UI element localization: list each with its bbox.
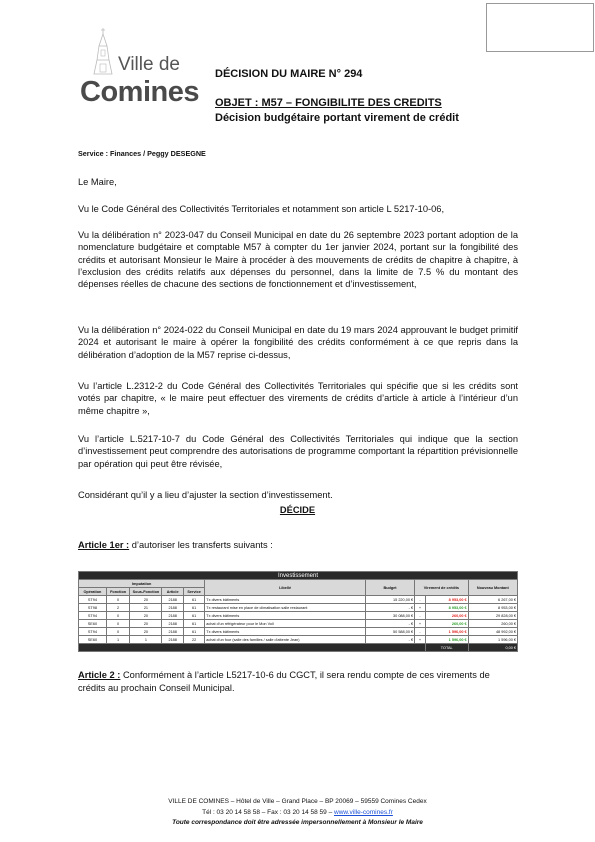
cell-libelle: Tx divers bâtiments	[205, 596, 366, 604]
header-budget: Budget	[365, 580, 414, 596]
cell-nouveau-montant: 29 828,00 €	[468, 612, 517, 620]
cell-service: 61	[183, 628, 204, 636]
table-body	[79, 596, 518, 644]
cell-libelle: achat d'un four (salle des familles / salle d'attente Jean)	[205, 636, 366, 644]
cell-service: 61	[183, 596, 204, 604]
cell-libelle: Tx divers bâtiments	[205, 628, 366, 636]
cell-sign: -	[415, 612, 426, 620]
footer-note	[0, 819, 595, 826]
cell-virement: 1 596,00 €	[425, 628, 468, 636]
cell-nouveau-montant: 1 596,00 €	[468, 636, 517, 644]
cell-operation: ST94	[79, 628, 107, 636]
cell-operation: ST94	[79, 596, 107, 604]
cell-fonction: 1	[106, 636, 130, 644]
paragraph-deliberation-2023: Vu la délibération n° 2023-047 du Conseil Municipal en date du 26 septembre 2023 portant adoption de la nomenclature budgétaire et comptable M57 à compter du 1er janvier 2024, portant sur la fongibilité des crédits et autorisant Monsieur le Maire à procéder à des mouvements de crédits de chapitre à chapitre, à l’exclusion des crédits relatifs aux dépenses du personnel, dans la limite de 7.5 % du montant des dépenses réelles de chacune des sections de fonctionnement et d’investissement,	[78, 230, 518, 290]
article-2-label: Article 2 :	[78, 670, 121, 680]
cell-article: 2188	[162, 596, 183, 604]
cell-article: 2188	[162, 628, 183, 636]
church-spire-icon	[88, 26, 118, 76]
paragraph-deliberation-2024: Vu la délibération n° 2024-022 du Conseil Municipal en date du 19 mars 2024 approuvant le budget primitif 2024 et autorisant le maire à opérer la fongibilité des crédits conformément à ce que repris dans la délibération d’adoption de la M57 reprise ci-dessus,	[78, 325, 518, 360]
header-article: Article	[162, 588, 183, 596]
cell-budget: - €	[365, 636, 414, 644]
cell-fonction: 0	[106, 620, 130, 628]
cell-service: 61	[183, 604, 204, 612]
cell-article: 2188	[162, 620, 183, 628]
cell-virement: 8 953,00 €	[425, 596, 468, 604]
decision-title: DÉCISION DU MAIRE N° 294	[215, 68, 363, 80]
city-logo	[78, 26, 208, 110]
cell-sous-fonction: 20	[130, 620, 162, 628]
total-spacer	[79, 644, 426, 652]
stamp-box	[486, 3, 594, 52]
decision-subtitle: Décision budgétaire portant virement de crédit	[215, 112, 459, 124]
cell-libelle: Tx restaurant mise en place de climatisation salle restaurant	[205, 604, 366, 612]
decide-heading: DÉCIDE	[279, 505, 316, 515]
paragraph-considerant: Considérant qu’il y a lieu d’ajuster la section d’investissement.	[78, 490, 333, 500]
cell-sous-fonction: 20	[130, 612, 162, 620]
cell-service: 22	[183, 636, 204, 644]
cell-budget: 50 588,00 €	[365, 628, 414, 636]
header-libelle: Libellé	[205, 580, 366, 596]
cell-fonction: 0	[106, 596, 130, 604]
cell-libelle: Tx divers bâtiments	[205, 612, 366, 620]
objet-label	[215, 97, 442, 109]
header-service: Service	[183, 588, 204, 596]
cell-virement: 1 596,00 €	[425, 636, 468, 644]
cell-budget: - €	[365, 620, 414, 628]
table-row	[79, 636, 518, 644]
paragraph-code: Vu le Code Général des Collectivités Territoriales et notamment son article L 5217-10-06,	[78, 204, 445, 214]
table-row	[79, 628, 518, 636]
cell-sign: -	[415, 628, 426, 636]
cell-operation: SE60	[79, 636, 107, 644]
cell-budget: 15 220,00 €	[365, 596, 414, 604]
footer-contact	[0, 809, 595, 816]
cell-operation: SE60	[79, 620, 107, 628]
paragraph-maire: Le Maire,	[78, 177, 117, 187]
logo-text-comines: Comines	[80, 76, 199, 108]
table-row	[79, 620, 518, 628]
cell-fonction: 0	[106, 612, 130, 620]
table-row	[79, 612, 518, 620]
header-nouveau-montant: Nouveau Montant	[468, 580, 517, 596]
cell-article: 2188	[162, 612, 183, 620]
table-group-row	[79, 580, 518, 588]
cell-article: 2188	[162, 636, 183, 644]
cell-fonction: 0	[106, 628, 130, 636]
cell-virement: 260,00 €	[425, 620, 468, 628]
cell-sous-fonction: 20	[130, 596, 162, 604]
objet-text: M57 – FONGIBILITE DES CREDITS	[258, 97, 442, 109]
header-sous-fonction: Sous-Fonction	[130, 588, 162, 596]
cell-sous-fonction: 1	[130, 636, 162, 644]
cell-operation: ST94	[79, 612, 107, 620]
cell-sign: -	[415, 596, 426, 604]
article-1-label: Article 1er :	[78, 540, 130, 550]
cell-sign: +	[415, 636, 426, 644]
cell-virement: 260,00 €	[425, 612, 468, 620]
article-1-text: d’autoriser les transferts suivants :	[129, 540, 273, 550]
table-row	[79, 596, 518, 604]
cell-nouveau-montant: 8 953,00 €	[468, 604, 517, 612]
cell-virement: 8 953,00 €	[425, 604, 468, 612]
table-row	[79, 604, 518, 612]
cell-nouveau-montant: 260,00 €	[468, 620, 517, 628]
cell-budget: 30 088,00 €	[365, 612, 414, 620]
cell-service: 61	[183, 612, 204, 620]
cell-nouveau-montant: 6 267,00 €	[468, 596, 517, 604]
cell-sous-fonction: 21	[130, 604, 162, 612]
header-fonction: Fonction	[106, 588, 130, 596]
paragraph-article-l2312: Vu l’article L.2312-2 du Code Général des Collectivités Territoriales qui spécifie que si les crédits sont votés par chapitre, « le maire peut effectuer des virements de crédits d’article à article à l’intérieur d’un même chapitre »,	[78, 381, 518, 416]
header-virement: Virement de crédits	[415, 580, 469, 596]
total-label: TOTAL	[425, 644, 468, 652]
group-header-imputation: Imputation	[79, 580, 205, 588]
cell-service: 61	[183, 620, 204, 628]
logo-text-ville: Ville de	[118, 54, 180, 75]
article-1	[78, 540, 273, 550]
budget-transfer-table	[78, 571, 518, 652]
cell-sous-fonction: 20	[130, 628, 162, 636]
decision-objet	[215, 97, 442, 109]
table-title: Investissement	[79, 572, 518, 580]
footer-note-text: Toute correspondance doit être adressée impersonnellement à Monsieur le Maire	[172, 819, 423, 826]
article-2	[78, 669, 518, 694]
service-line: Service : Finances / Peggy DESEGNE	[78, 149, 206, 158]
cell-sign: +	[415, 620, 426, 628]
cell-sign: +	[415, 604, 426, 612]
article-2-text: Conformément à l’article L5217-10-6 du CGCT, il sera rendu compte de ces virements de crédits au prochain Conseil Municipal.	[78, 670, 490, 693]
objet-label-text: OBJET :	[215, 97, 259, 109]
footer-address: VILLE DE COMINES – Hôtel de Ville – Grand Place – BP 20069 – 59559 Comines Cedex	[168, 798, 427, 805]
footer-phone-fax: Tél : 03 20 14 58 58 – Fax : 03 20 14 58 59 –	[202, 809, 335, 816]
paragraph-article-l5217: Vu l’article L.5217-10-7 du Code Général des Collectivités Territoriales qui indique que la section d’investissement peut comprendre des autorisations de programme comportant la répartition prévisionnelle par opération qui peut être révisée,	[78, 434, 518, 469]
header-operation: Opération	[79, 588, 107, 596]
cell-nouveau-montant: 48 992,00 €	[468, 628, 517, 636]
cell-operation: ST98	[79, 604, 107, 612]
total-value: 0,00 €	[468, 644, 517, 652]
table-total-row	[79, 644, 518, 652]
cell-budget: - €	[365, 604, 414, 612]
cell-libelle: achat d'un réfrigérateur pour le Mon Voll	[205, 620, 366, 628]
table-title-row	[79, 572, 518, 580]
footer-website-link[interactable]: www.ville-comines.fr	[334, 809, 393, 816]
cell-fonction: 2	[106, 604, 130, 612]
cell-article: 2188	[162, 604, 183, 612]
